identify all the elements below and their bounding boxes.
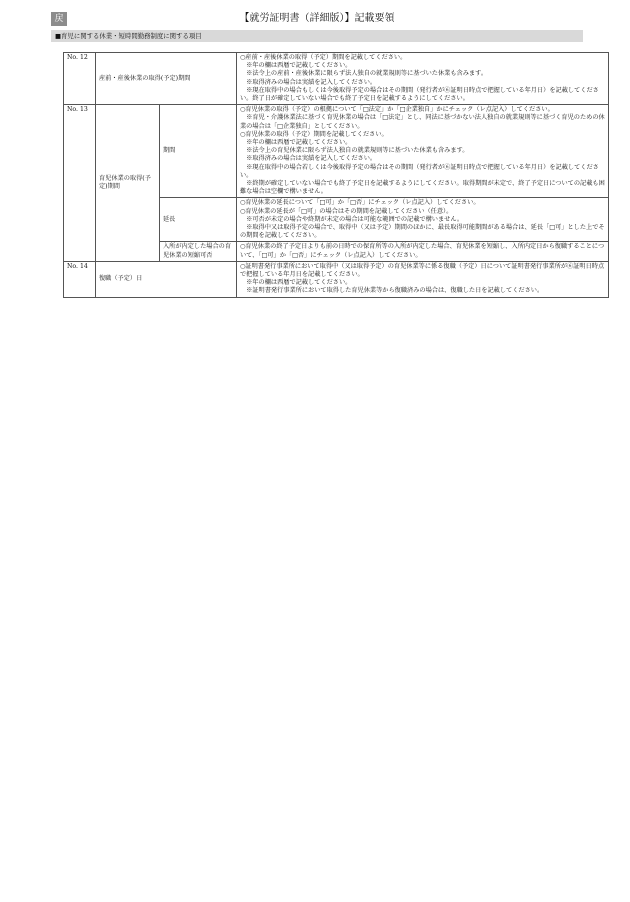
row-description <box>237 198 609 242</box>
desc-line: ※取得済みの場合は実績を記入してください。 <box>240 155 377 163</box>
sub-item-period: 期間 <box>160 105 237 198</box>
sub-item-extension: 延長 <box>160 198 237 242</box>
desc-line: ○育児休業の延長が「□可」の場合はその期間を記載してください（任意）。 <box>240 207 453 215</box>
desc-line: ※法令上の育児休業に限らず法人独自の就業規則等に基づいた休業も含みます。 <box>240 147 469 155</box>
desc-line: ○育児休業の取得（予定）期間を記載してください。 <box>240 130 388 138</box>
desc-line: ※年の欄は西暦で記載してください。 <box>240 279 352 287</box>
desc-line: ※現在取得中の場合もしくは今後取得予定の場合はその期間（発行者が⑥証明日時点で把握している年月日）を記載してください。終了日が確定していない場合でも終了予定日を記載するようにしてください。 <box>240 86 599 103</box>
row-description <box>237 53 609 105</box>
desc-line: ※終期が確定していない場合でも終了予定日を記載するようにしてください。取得期間が未定で、終了予定日についての記載も困難な場合は空欄で構いません。 <box>240 180 605 196</box>
desc-line: ※取得済みの場合は実績を記入してください。 <box>240 78 377 86</box>
row-description <box>237 105 609 198</box>
row-number: No. 13 <box>64 105 96 262</box>
desc-line: ○育児休業の終了予定日よりも前の日時での保育所等の入所が内定した場合、育児休業を短縮し、入所内定日から復職することについて、「□可」か「□否」にチェック（レ点記入）してください。 <box>240 243 605 259</box>
row-item: 復職（予定）日 <box>96 261 237 297</box>
desc-line: ○産前・産後休業の取得（予定）期間を記載してください。 <box>240 54 407 61</box>
instructions-table <box>63 52 609 298</box>
desc-line: ※可否が未定の場合や終期が未定の場合は可能な範囲での記載で構いません。 <box>240 215 464 223</box>
desc-line: ※年の欄は西暦で記載してください。 <box>240 62 352 70</box>
row-description <box>237 242 609 261</box>
row-item: 産前・産後休業の取得(予定)期間 <box>96 53 237 105</box>
desc-line: ※取得中又は取得予定の場合で、取得中（又は予定）期間のほかに、最長取得可能期間がある場合は、延長「□可」とした上でその期間を記載してください。 <box>240 224 605 240</box>
table-row <box>64 261 609 297</box>
sub-item-early-return: 入所が内定した場合の育児休業の短縮可否 <box>160 242 237 261</box>
desc-line: ※年の欄は西暦で記載してください。 <box>240 139 352 147</box>
back-tag[interactable]: 戻 <box>51 12 67 26</box>
desc-line: ※現在取得中の場合若しくは今後取得予定の場合はその期間（発行者が⑥証明日時点で把握している年月日）を記載してください。 <box>240 163 599 179</box>
page-title: 【就労証明書（詳細版）】記載要領 <box>239 13 395 24</box>
row-item: 育児休業の取得(予定)期間 <box>96 105 160 262</box>
desc-line: ○育児休業の取得（予定）の根拠について「□法定」か「□企業独自」かにチェック（レ点記入）してください。 <box>240 106 554 114</box>
page-header <box>51 12 583 26</box>
table-row <box>64 53 609 105</box>
desc-line: ○証明書発行事業所において取得中（又は取得予定）の育児休業等に係る復職（予定）日について証明書発行事業所が⑥証明日時点で把握している年月日を記載してください。 <box>240 262 605 279</box>
table-row <box>64 105 609 198</box>
section-heading: ■育児に関する休業・短時間勤務制度に関する項目 <box>51 30 583 42</box>
row-number: No. 12 <box>64 53 96 105</box>
row-number: No. 14 <box>64 261 96 297</box>
row-description <box>237 261 609 297</box>
desc-line: ※法令上の産前・産後休業に限らず法人独自の就業規則等に基づいた休業も含みます。 <box>240 70 488 78</box>
desc-line: ※育児・介護休業法に基づく育児休業の場合は「□法定」とし、同法に基づかない法人独自の就業規則等に基づく育児のための休業の場合は「□企業独自」としてください。 <box>240 114 605 130</box>
desc-line: ○育児休業の延長について「□可」か「□否」にチェック（レ点記入）してください。 <box>240 199 480 207</box>
desc-line: ※証明書発行事業所において取得した育児休業等から復職済みの場合は、復職した日を記載してください。 <box>240 287 544 295</box>
